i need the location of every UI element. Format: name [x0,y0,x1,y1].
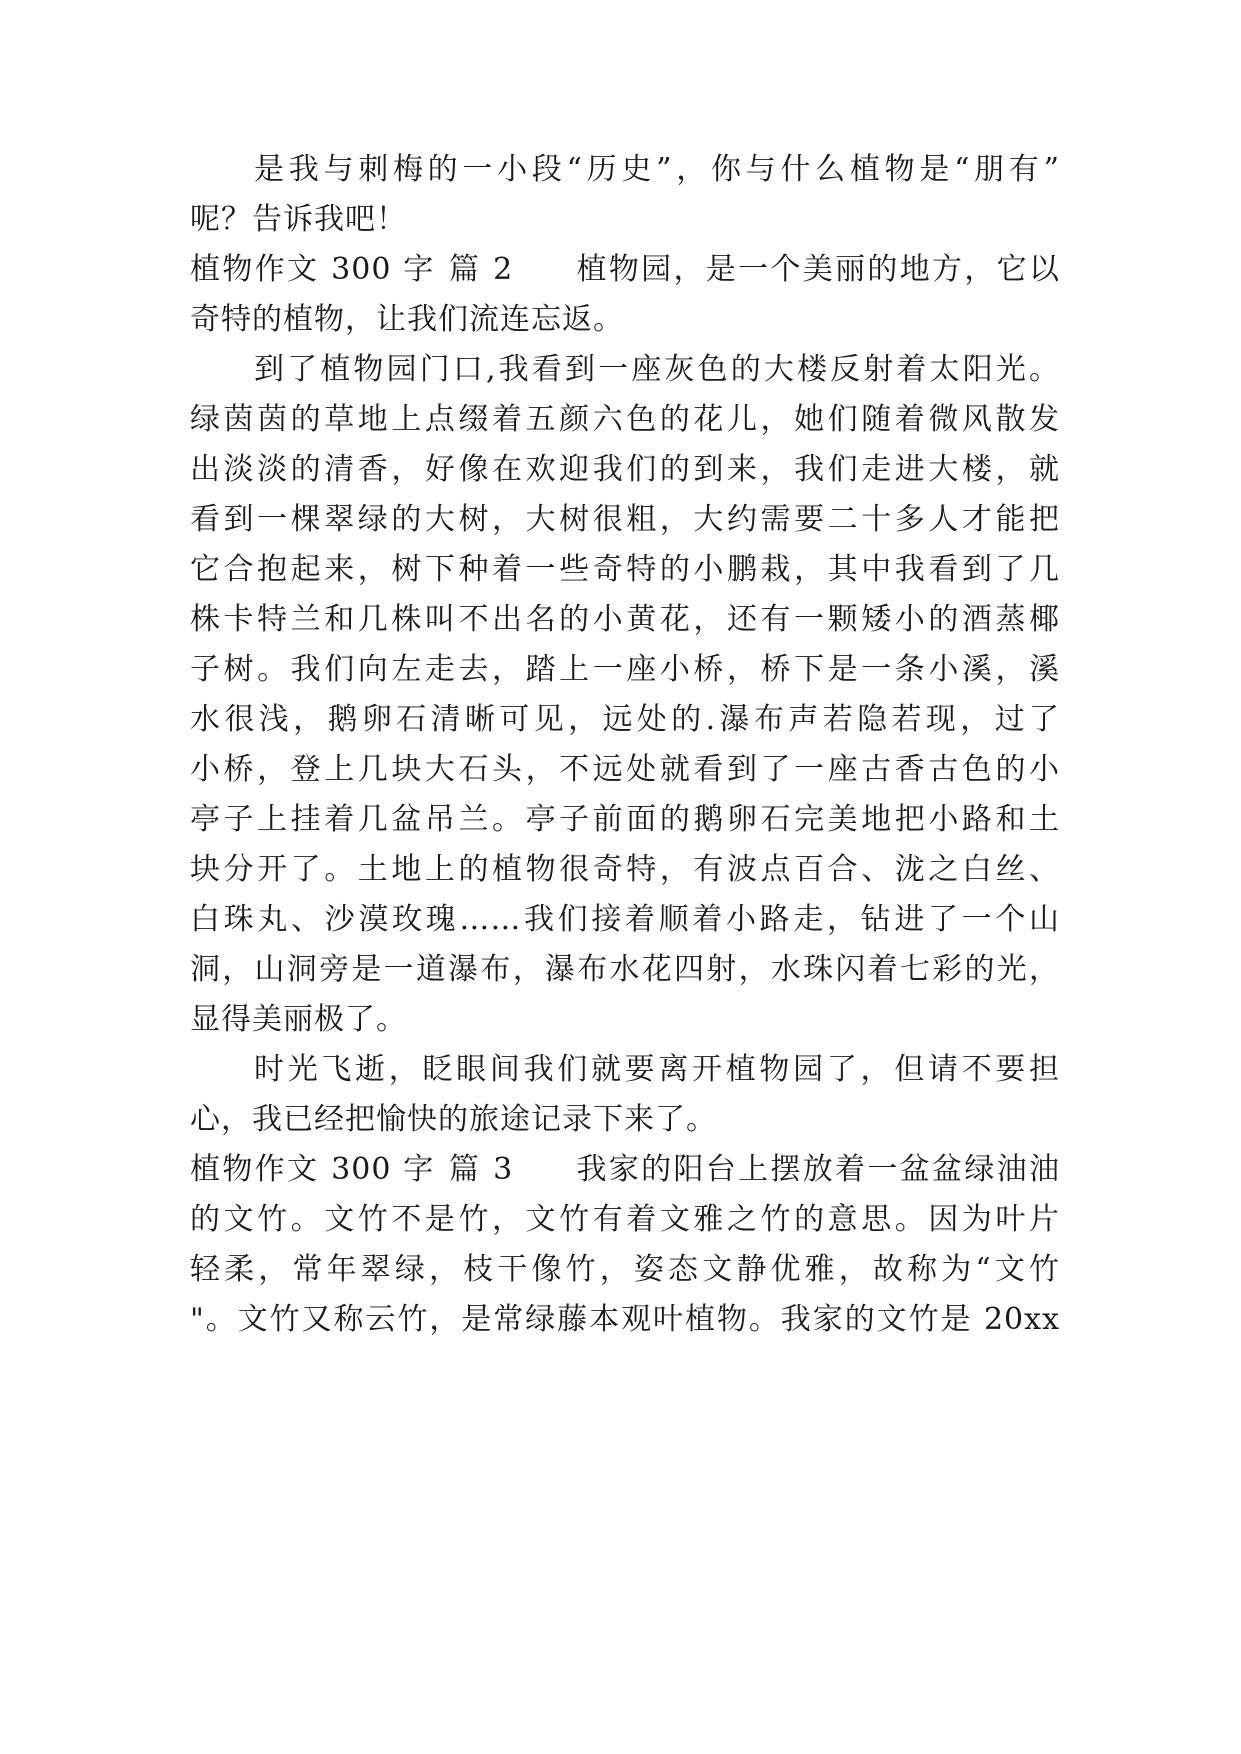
paragraph-line: 时光飞逝，眨眼间我们就要离开植物园了，但请不要担 [254,1052,1060,1087]
paragraph-line: 块分开了。土地上的植物很奇特，有波点百合、泷之白丝、 [190,852,1060,887]
paragraph-line: 心，我已经把愉快的旅途记录下来了。 [190,1102,717,1137]
paragraph-line: 小桥，登上几块大石头，不远处就看到了一座古香古色的小 [190,752,1060,787]
paragraph-line: 的文竹。文竹不是竹，文竹有着文雅之竹的意思。因为叶片 [190,1202,1060,1237]
paragraph-line: 亭子上挂着几盆吊兰。亭子前面的鹅卵石完美地把小路和土 [190,802,1060,837]
section-heading-title: 植物作文 300 字 [190,252,436,287]
paragraph-line: 白珠丸、沙漠玫瑰……我们接着顺着小路走，钻进了一个山 [190,902,1060,937]
paragraph-line: 株卡特兰和几株叫不出名的小黄花，还有一颗矮小的酒蒸椰 [190,602,1060,637]
paragraph-line: 绿茵茵的草地上点缀着五颜六色的花儿，她们随着微风散发 [190,402,1060,437]
section-heading-line-2 [190,250,1060,290]
section-heading-title: 植物作文 300 字 [190,1152,436,1187]
section-heading-line-3 [190,1150,1060,1190]
paragraph-line: 出淡淡的清香，好像在欢迎我们的到来，我们走进大楼，就 [190,452,1060,487]
paragraph-line: 是我与刺梅的一小段“历史”，你与什么植物是“朋有” [254,152,1060,187]
paragraph-line: 看到一棵翠绿的大树，大树很粗，大约需要二十多人才能把 [190,502,1060,537]
paragraph-line: 子树。我们向左走去，踏上一座小桥，桥下是一条小溪，溪 [190,652,1060,687]
paragraph-line: 显得美丽极了。 [190,1002,407,1037]
paragraph-line: 洞，山洞旁是一道瀑布，瀑布水花四射，水珠闪着七彩的光， [190,952,1060,987]
section-heading-part: 篇 2 [447,252,514,287]
paragraph-text: 我家的阳台上摆放着一盆盆绿油油 [575,1152,1061,1187]
section-heading-part: 篇 3 [447,1152,514,1187]
paragraph-line: 呢？告诉我吧！ [190,202,407,237]
paragraph-line: "。文竹又称云竹，是常绿藤本观叶植物。我家的文竹是 20xx [190,1302,1060,1337]
paragraph-line: 它合抱起来，树下种着一些奇特的小鹏栽，其中我看到了几 [190,552,1060,587]
paragraph-line: 到了植物园门口,我看到一座灰色的大楼反射着太阳光。 [254,352,1060,387]
paragraph-line: 水很浅，鹅卵石清晰可见，远处的.瀑布声若隐若现，过了 [190,702,1060,737]
paragraph-line: 轻柔，常年翠绿，枝干像竹，姿态文静优雅，故称为“文竹 [190,1252,1060,1287]
paragraph-line: 奇特的植物，让我们流连忘返。 [190,302,624,337]
paragraph-text: 植物园，是一个美丽的地方，它以 [575,252,1061,287]
